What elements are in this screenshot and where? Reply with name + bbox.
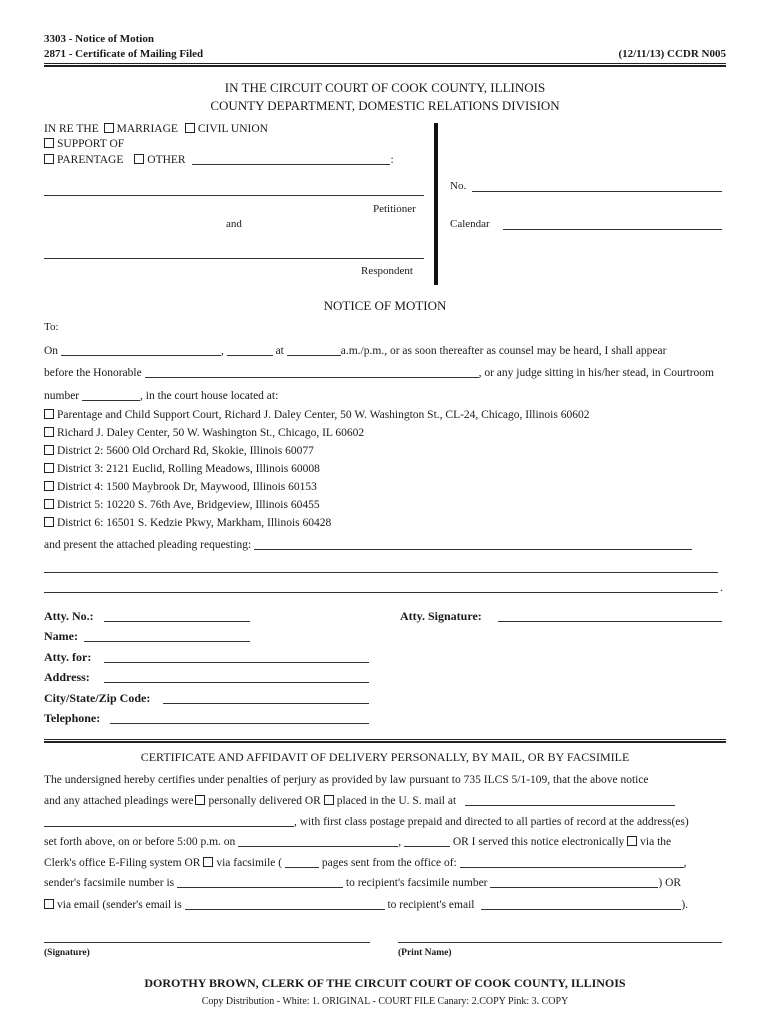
location-label: District 3: 2121 Euclid, Rolling Meadows, Illinois 60008 xyxy=(57,463,320,475)
comma: , xyxy=(220,345,224,357)
court-division: COUNTY DEPARTMENT, DOMESTIC RELATIONS DIVISION xyxy=(210,98,560,113)
location-checkbox-6[interactable] xyxy=(44,499,54,509)
location-checkbox-2[interactable] xyxy=(44,427,54,437)
on-label: On xyxy=(44,345,59,357)
caption-parentage xyxy=(44,154,394,166)
telephone-field[interactable] xyxy=(110,723,369,724)
mail-label: placed in the U. S. mail at xyxy=(336,795,457,807)
personally-delivered-label: personally delivered OR xyxy=(208,795,321,807)
court-name: IN THE CIRCUIT COURT OF COOK COUNTY, ILLINOIS xyxy=(224,80,546,95)
parentage-checkbox[interactable] xyxy=(44,154,54,164)
location-label: Richard J. Daley Center, 50 W. Washington St., Chicago, IL 60602 xyxy=(57,427,365,439)
section-rule xyxy=(44,739,726,743)
city-field[interactable] xyxy=(163,703,369,704)
location-checkbox-7[interactable] xyxy=(44,517,54,527)
clerk-name: DOROTHY BROWN, CLERK OF THE CIRCUIT COURT OF COOK COUNTY, ILLINOIS xyxy=(144,976,626,990)
mail-location-field-2[interactable] xyxy=(44,816,294,827)
support-label: SUPPORT OF xyxy=(57,138,125,150)
marriage-checkbox[interactable] xyxy=(104,123,114,133)
cert-line-4 xyxy=(44,836,671,848)
comma: , xyxy=(398,836,402,848)
notice-title: NOTICE OF MOTION xyxy=(323,298,447,313)
marriage-label: MARRIAGE xyxy=(116,123,178,135)
cert-text: to recipient's facsimile number xyxy=(345,877,488,889)
calendar-field[interactable] xyxy=(503,229,722,230)
location-checkbox-1[interactable] xyxy=(44,409,54,419)
service-year-field[interactable] xyxy=(404,836,450,847)
atty-no-label: Atty. No.: xyxy=(44,609,94,623)
location-option xyxy=(44,463,320,475)
judge-line xyxy=(44,367,714,379)
location-option xyxy=(44,481,317,493)
location-option xyxy=(44,499,320,511)
cert-text: Clerk's office E-Filing system OR xyxy=(44,857,201,869)
cert-text: sender's facsimile number is xyxy=(44,877,175,889)
atty-name-field[interactable] xyxy=(84,641,250,642)
facsimile-checkbox[interactable] xyxy=(203,857,213,867)
other-checkbox[interactable] xyxy=(134,154,144,164)
pleading-request-field-3[interactable] xyxy=(44,592,718,593)
colon: : xyxy=(390,154,394,166)
sender-email-field[interactable] xyxy=(185,899,385,910)
sender-fax-field[interactable] xyxy=(177,877,343,888)
present-line xyxy=(44,539,692,551)
cert-text: pages sent from the office of: xyxy=(321,857,457,869)
electronic-checkbox[interactable] xyxy=(627,836,637,846)
location-label: Parentage and Child Support Court, Richard J. Daley Center, 50 W. Washington St., CL-24, Chicago, Illinois 60602 xyxy=(57,409,590,421)
cert-line-7 xyxy=(44,899,688,911)
judge-text: , or any judge sitting in his/her stead, in Courtroom xyxy=(478,367,714,379)
respondent-field[interactable] xyxy=(44,258,424,259)
city-label: City/State/Zip Code: xyxy=(44,691,151,705)
case-number-label: No. xyxy=(450,180,467,192)
civil-union-checkbox[interactable] xyxy=(185,123,195,133)
cert-text: set forth above, on or before 5:00 p.m. on xyxy=(44,836,236,848)
cert-line-5 xyxy=(44,857,687,869)
caption-support xyxy=(44,138,124,150)
recipient-fax-field[interactable] xyxy=(490,877,658,888)
comma: , xyxy=(683,857,687,869)
cert-text: via facsimile ( xyxy=(216,857,283,869)
at-label: at xyxy=(275,345,284,357)
cert-line-3 xyxy=(44,816,689,828)
copy-distribution: Copy Distribution - White: 1. ORIGINAL - COURT FILE Canary: 2.COPY Pink: 3. COPY xyxy=(201,996,569,1007)
personally-delivered-checkbox[interactable] xyxy=(195,795,205,805)
hearing-year-field[interactable] xyxy=(227,345,273,356)
atty-signature-label: Atty. Signature: xyxy=(400,609,482,623)
atty-name-label: Name: xyxy=(44,629,78,643)
number-label: number xyxy=(44,390,80,402)
other-label: OTHER xyxy=(147,154,186,166)
fax-office-field[interactable] xyxy=(460,857,684,868)
cert-text: via email (sender's email is xyxy=(57,899,182,911)
print-name-field[interactable] xyxy=(398,942,722,943)
petitioner-field[interactable] xyxy=(44,195,424,196)
period: . xyxy=(720,580,723,594)
address-label: Address: xyxy=(44,670,90,684)
cert-line-6 xyxy=(44,877,681,889)
signature-field[interactable] xyxy=(44,942,370,943)
header-rule xyxy=(44,63,726,67)
form-code: (12/11/13) CCDR N005 xyxy=(618,48,726,60)
parentage-label: PARENTAGE xyxy=(57,154,124,166)
atty-no-field[interactable] xyxy=(104,621,250,622)
calendar-label: Calendar xyxy=(450,218,490,230)
civil-union-label: CIVIL UNION xyxy=(197,123,268,135)
location-label: District 6: 16501 S. Kedzie Pkwy, Markham, Illinois 60428 xyxy=(57,517,332,529)
in-re-label: IN RE THE xyxy=(44,123,99,135)
cert-text: to recipient's email xyxy=(387,899,475,911)
location-option xyxy=(44,409,589,421)
cert-text: ) OR xyxy=(658,877,682,889)
courtroom-field[interactable] xyxy=(82,390,140,401)
location-checkbox-5[interactable] xyxy=(44,481,54,491)
cert-line-1: The undersigned hereby certifies under penalties of perjury as provided by law pursuant to 735 ILCS 5/1-109, that the above notice xyxy=(44,774,649,786)
service-date-field[interactable] xyxy=(238,836,398,847)
location-checkbox-4[interactable] xyxy=(44,463,54,473)
cert-text: OR I served this notice electronically xyxy=(452,836,625,848)
location-option xyxy=(44,445,314,457)
location-checkbox-3[interactable] xyxy=(44,445,54,455)
recipient-email-field[interactable] xyxy=(481,899,681,910)
cert-text: via the xyxy=(640,836,672,848)
caption-case-type xyxy=(44,123,268,135)
cert-line-2 xyxy=(44,795,675,807)
other-field[interactable] xyxy=(192,154,390,165)
atty-signature-field[interactable] xyxy=(498,621,722,622)
mail-location-field[interactable] xyxy=(465,795,675,806)
petitioner-label: Petitioner xyxy=(373,203,416,215)
to-label: To: xyxy=(44,321,59,333)
form-number-certificate: 2871 - Certificate of Mailing Filed xyxy=(44,48,204,60)
before-label: before the Honorable xyxy=(44,367,142,379)
atty-for-field[interactable] xyxy=(104,662,369,663)
courtroom-line xyxy=(44,390,278,402)
judge-field[interactable] xyxy=(145,367,479,378)
atty-for-label: Atty. for: xyxy=(44,650,92,664)
hearing-time-field[interactable] xyxy=(287,345,341,356)
certificate-title: CERTIFICATE AND AFFIDAVIT OF DELIVERY PERSONALLY, BY MAIL, OR BY FACSIMILE xyxy=(140,750,630,764)
pages-field[interactable] xyxy=(285,857,319,868)
case-number-field[interactable] xyxy=(472,191,722,192)
support-checkbox[interactable] xyxy=(44,138,54,148)
pleading-request-field-1[interactable] xyxy=(254,539,692,550)
pleading-request-field-2[interactable] xyxy=(44,572,718,573)
signature-label: (Signature) xyxy=(44,948,90,958)
location-label: District 2: 5600 Old Orchard Rd, Skokie, Illinois 60077 xyxy=(57,445,314,457)
telephone-label: Telephone: xyxy=(44,711,101,725)
print-name-label: (Print Name) xyxy=(398,948,452,958)
cert-text: , with first class postage prepaid and directed to all parties of record at the address(es) xyxy=(294,816,689,828)
ampm-text: a.m./p.m., or as soon thereafter as counsel may be heard, I shall appear xyxy=(340,345,667,357)
cert-text: and any attached pleadings were xyxy=(44,795,194,807)
address-field[interactable] xyxy=(104,682,369,683)
and-label: and xyxy=(226,218,242,230)
mail-checkbox[interactable] xyxy=(324,795,334,805)
caption-divider xyxy=(434,123,438,285)
form-number-notice: 3303 - Notice of Motion xyxy=(44,33,154,45)
present-label: and present the attached pleading requesting: xyxy=(44,539,252,551)
hearing-date-field[interactable] xyxy=(61,345,221,356)
courthouse-text: , in the court house located at: xyxy=(140,390,279,402)
location-label: District 4: 1500 Maybrook Dr, Maywood, Illinois 60153 xyxy=(57,481,317,493)
hearing-line xyxy=(44,345,666,357)
cert-text: ). xyxy=(681,899,689,911)
respondent-label: Respondent xyxy=(361,265,413,277)
location-option xyxy=(44,427,364,439)
location-option xyxy=(44,517,331,529)
email-checkbox[interactable] xyxy=(44,899,54,909)
location-label: District 5: 10220 S. 76th Ave, Bridgeview, Illinois 60455 xyxy=(57,499,320,511)
